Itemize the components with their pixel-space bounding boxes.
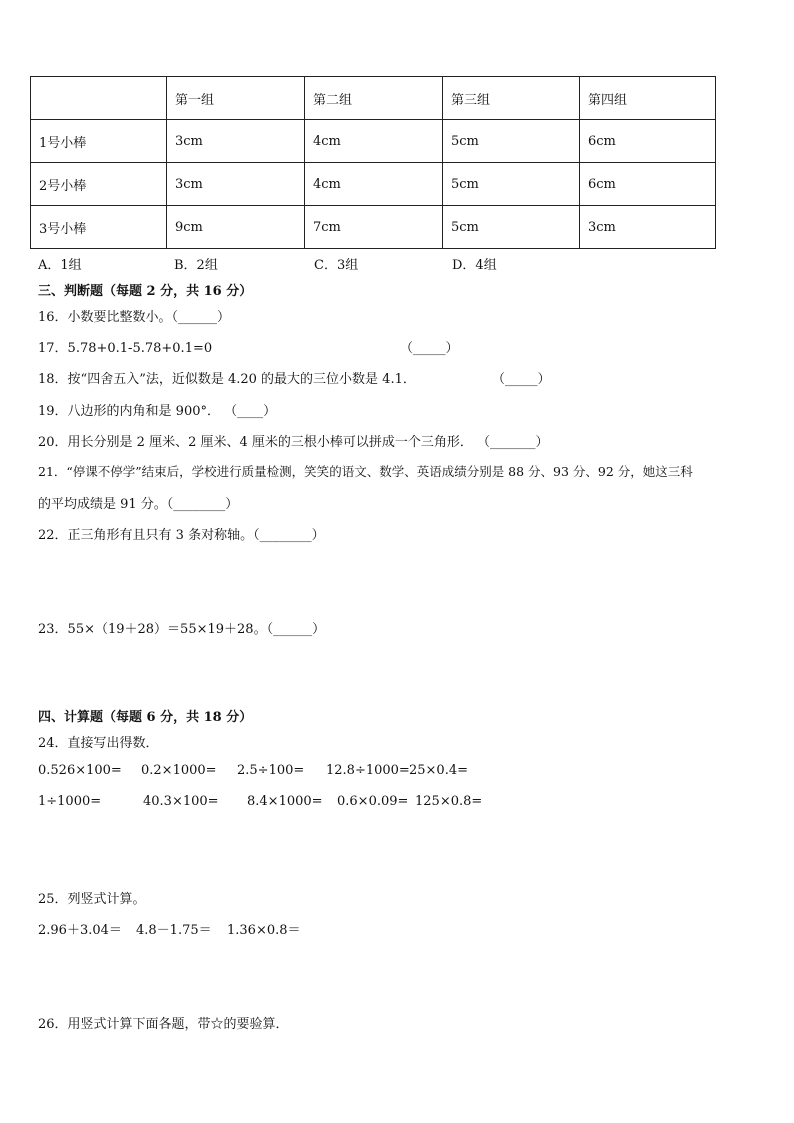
table-row (31, 206, 716, 249)
calc-item: 8.4×1000= (247, 794, 323, 809)
section-3-title: 三、判断题（每题 2 分，共 16 分） (38, 284, 253, 299)
table-cell: 1号小棒 (31, 120, 167, 163)
table-cell: 4cm (305, 120, 443, 163)
option-d: D．4组 (452, 258, 497, 273)
option-b: B．2组 (174, 258, 218, 273)
question-18: 18．按“四舍五入”法，近似数是 4.20 的最大的三位小数是 4.1． (38, 372, 416, 387)
table-header-cell: 第二组 (305, 77, 443, 120)
question-17-blank: （_____） (400, 341, 459, 356)
question-24: 24．直接写出得数． (38, 736, 159, 751)
calc-item: 2.96＋3.04＝ (38, 923, 122, 938)
question-21-line-1: 21．“停课不停学”结束后，学校进行质量检测，笑笑的语文、数学、英语成绩分别是 88 分、93 分、92 分，她这三科 (38, 464, 693, 479)
table-header-cell: 第四组 (580, 77, 716, 120)
table-cell: 5cm (443, 120, 580, 163)
calc-item: 1÷1000= (38, 794, 102, 809)
calc-item: 1.36×0.8＝ (227, 923, 301, 938)
table-header-cell: 第一组 (167, 77, 305, 120)
table-cell: 5cm (443, 163, 580, 206)
table-row (31, 120, 716, 163)
table-row (31, 163, 716, 206)
table-cell: 3cm (580, 206, 716, 249)
calc-item: 25×0.4= (409, 763, 469, 778)
question-23: 23．55×（19＋28）＝55×19＋28。（______） (38, 622, 326, 637)
question-17: 17．5.78+0.1-5.78+0.1=0 (38, 341, 213, 356)
option-a: A．1组 (38, 258, 82, 273)
table-cell: 6cm (580, 163, 716, 206)
question-18-blank: （_____） (492, 372, 551, 387)
calc-item: 125×0.8= (415, 794, 483, 809)
calc-item: 0.2×1000= (141, 763, 217, 778)
option-c: C．3组 (314, 258, 359, 273)
sticks-table (30, 76, 716, 249)
table-cell: 3号小棒 (31, 206, 167, 249)
table-cell: 9cm (167, 206, 305, 249)
calc-item: 0.526×100= (38, 763, 122, 778)
calc-item: 0.6×0.09= (337, 794, 409, 809)
table-cell: 7cm (305, 206, 443, 249)
calc-item: 4.8－1.75＝ (136, 923, 212, 938)
calc-item: 12.8÷1000= (326, 763, 410, 778)
table-cell: 2号小棒 (31, 163, 167, 206)
table-header-cell (31, 77, 167, 120)
question-26: 26．用竖式计算下面各题，带☆的要验算． (38, 1017, 289, 1032)
calc-item: 40.3×100= (143, 794, 219, 809)
question-20: 20．用长分别是 2 厘米、2 厘米、4 厘米的三根小棒可以拼成一个三角形． （_______） (38, 435, 549, 450)
table-cell: 3cm (167, 163, 305, 206)
table-cell: 6cm (580, 120, 716, 163)
calc-item: 2.5÷100= (237, 763, 305, 778)
question-19: 19．八边形的内角和是 900°． （____） (38, 404, 277, 419)
table-cell: 5cm (443, 206, 580, 249)
table-header-cell: 第三组 (443, 77, 580, 120)
question-25: 25．列竖式计算。 (38, 892, 146, 907)
table-cell: 4cm (305, 163, 443, 206)
section-4-title: 四、计算题（每题 6 分，共 18 分） (38, 710, 253, 725)
question-21-line-2: 的平均成绩是 91 分。（________） (38, 497, 239, 512)
table-cell: 3cm (167, 120, 305, 163)
question-16: 16．小数要比整数小。（______） (38, 310, 231, 325)
table-header-row (31, 77, 716, 120)
question-22: 22．正三角形有且只有 3 条对称轴。（________） (38, 528, 325, 543)
